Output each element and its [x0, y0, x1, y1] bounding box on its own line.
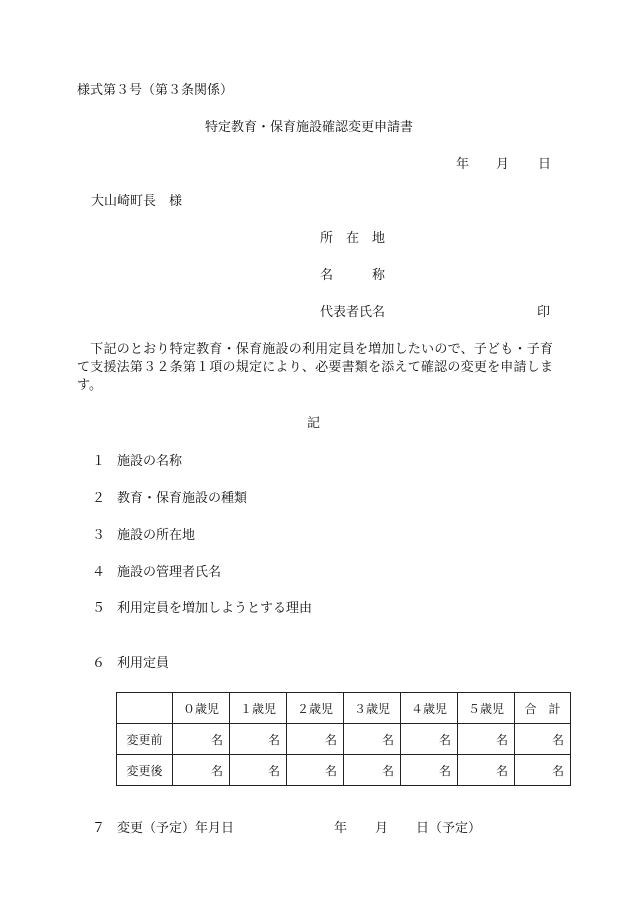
item-number: ４ [92, 565, 106, 580]
representative-name-label: 代表者氏名 [320, 305, 386, 320]
addressee: 大山崎町長 様 [91, 194, 183, 209]
row-header-after: 変更後 [117, 755, 173, 786]
capacity-total-cell[interactable]: 名 [515, 755, 571, 786]
item-number: ２ [92, 491, 106, 506]
column-header: ０歳児 [173, 693, 230, 724]
table-row [117, 755, 571, 786]
document-title: 特定教育・保育施設確認変更申請書 [205, 120, 414, 135]
capacity-cell[interactable]: 名 [458, 755, 515, 786]
column-header: ３歳児 [344, 693, 401, 724]
capacity-cell[interactable]: 名 [344, 724, 401, 755]
capacity-cell[interactable]: 名 [458, 724, 515, 755]
item-number: ５ [92, 601, 106, 616]
column-header: ２歳児 [287, 693, 344, 724]
change-day-label: 日（予定） [416, 821, 482, 836]
date-month-label: 月 [496, 157, 510, 172]
item-number: ３ [92, 528, 106, 543]
item-facility-manager: 施設の管理者氏名 [117, 565, 222, 580]
capacity-cell[interactable]: 名 [173, 755, 230, 786]
change-year-label: 年 [334, 821, 348, 836]
table-header-row [117, 693, 571, 724]
column-header: ５歳児 [458, 693, 515, 724]
capacity-cell[interactable]: 名 [344, 755, 401, 786]
capacity-cell[interactable]: 名 [287, 724, 344, 755]
applicant-name-label: 名 称 [320, 268, 386, 283]
date-day-label: 日 [538, 157, 552, 172]
capacity-cell[interactable]: 名 [230, 724, 287, 755]
item-capacity: 利用定員 [117, 656, 170, 671]
capacity-cell[interactable]: 名 [287, 755, 344, 786]
column-header-total: 合 計 [515, 693, 571, 724]
capacity-cell[interactable]: 名 [173, 724, 230, 755]
seal-mark: 印 [537, 305, 551, 320]
item-number: ６ [92, 656, 106, 671]
form-number: 様式第３号（第３条関係） [77, 83, 234, 98]
date-year-label: 年 [456, 157, 470, 172]
item-number: ７ [92, 821, 106, 836]
capacity-cell[interactable]: 名 [230, 755, 287, 786]
item-facility-location: 施設の所在地 [117, 528, 196, 543]
item-increase-reason: 利用定員を増加しようとする理由 [117, 601, 313, 616]
item-facility-type: 教育・保育施設の種類 [117, 491, 248, 506]
applicant-address-label: 所 在 地 [320, 231, 386, 246]
change-month-label: 月 [375, 821, 389, 836]
column-header: １歳児 [230, 693, 287, 724]
ki-heading: 記 [307, 416, 321, 431]
column-header: ４歳児 [401, 693, 458, 724]
item-number: １ [92, 454, 106, 469]
application-statement: 下記のとおり特定教育・保育施設の利用定員を増加したいので、子ども・子育て支援法第３２条第１項の規定により、必要書類を添えて確認の変更を申請します。 [77, 342, 553, 393]
item-facility-name: 施設の名称 [117, 454, 183, 469]
table-corner-cell [117, 693, 173, 724]
capacity-cell[interactable]: 名 [401, 755, 458, 786]
row-header-before: 変更前 [117, 724, 173, 755]
capacity-cell[interactable]: 名 [401, 724, 458, 755]
capacity-table [116, 692, 571, 786]
capacity-total-cell[interactable]: 名 [515, 724, 571, 755]
table-row [117, 724, 571, 755]
change-date-label: 変更（予定）年月日 [117, 821, 235, 836]
